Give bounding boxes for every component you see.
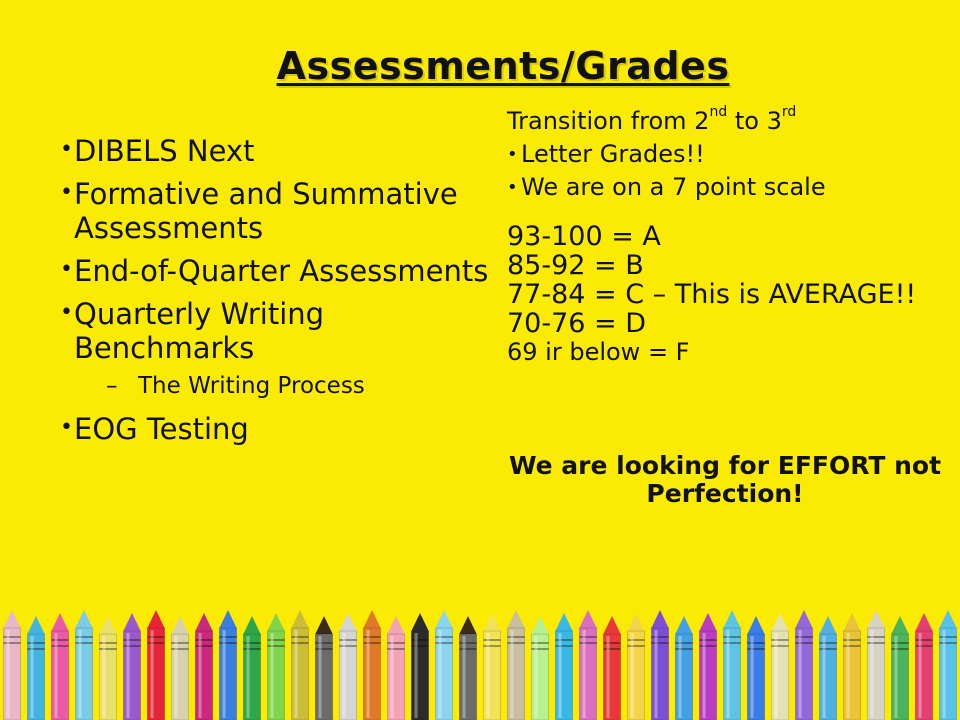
crayon-icon xyxy=(531,616,548,720)
crayon-icon xyxy=(843,613,860,720)
crayon-icon xyxy=(867,610,884,720)
bullet-eog-testing: • EOG Testing xyxy=(60,412,500,446)
transition-sup-nd: nd xyxy=(709,104,728,120)
crayon-icon xyxy=(723,610,740,720)
scale-row-a: 93-100 = A xyxy=(507,221,661,252)
crayon-icon xyxy=(939,610,956,720)
crayon-icon xyxy=(363,610,380,720)
crayon-icon xyxy=(579,610,596,720)
crayon-icon xyxy=(555,613,572,720)
scale-row-d: 70-76 = D xyxy=(507,308,647,339)
bullet-point-scale: • We are on a 7 point scale xyxy=(507,171,947,204)
bullet-dibels: • DIBELS Next xyxy=(60,134,500,168)
crayon-icon xyxy=(675,616,692,720)
bullet-quarterly-writing: • Quarterly Writing Benchmarks xyxy=(60,297,500,365)
crayon-icon xyxy=(771,613,788,720)
crayon-icon xyxy=(915,613,932,720)
crayon-icon xyxy=(267,613,284,720)
crayon-icon xyxy=(99,616,116,720)
sub-bullet-dash: – xyxy=(106,373,118,399)
crayon-icon xyxy=(699,613,716,720)
page-title: Assessments/Grades xyxy=(276,44,730,88)
transition-sup-rd: rd xyxy=(781,104,797,120)
crayon-icon xyxy=(27,616,44,720)
crayon-icon xyxy=(651,610,668,720)
crayon-icon xyxy=(627,613,644,720)
crayon-icon xyxy=(603,616,620,720)
crayon-icon xyxy=(243,616,260,720)
paintbrush-icon xyxy=(459,616,476,720)
crayon-icon xyxy=(435,610,452,720)
crayon-icon xyxy=(339,613,356,720)
sub-bullet-label: The Writing Process xyxy=(138,373,365,399)
crayon-icon xyxy=(147,610,164,720)
transition-prefix: Transition from 2 xyxy=(507,107,710,135)
paintbrush-icon xyxy=(315,616,332,720)
crayon-border xyxy=(0,610,960,720)
crayon-icon xyxy=(411,613,428,720)
transition-mid: to 3 xyxy=(727,107,782,135)
crayon-icon xyxy=(195,613,212,720)
crayon-icon xyxy=(3,610,20,720)
crayon-icon xyxy=(51,613,68,720)
scale-row-f: 69 ir below = F xyxy=(507,338,690,366)
crayon-icon xyxy=(891,616,908,720)
bullet-end-of-quarter: • End-of-Quarter Assessments xyxy=(60,254,500,288)
scale-row-b: 85-92 = B xyxy=(507,250,644,281)
crayon-icon xyxy=(747,616,764,720)
bullet-formative-summative: • Formative and Summative Assessments xyxy=(60,177,500,245)
crayon-icon xyxy=(123,613,140,720)
sub-bullet-writing-process xyxy=(60,370,500,402)
bullet-letter-grades: • Letter Grades!! xyxy=(507,138,947,171)
grade-scale xyxy=(507,222,947,367)
crayon-icon xyxy=(819,616,836,720)
crayon-icon xyxy=(507,610,524,720)
crayon-icon xyxy=(75,610,92,720)
scale-row-c: 77-84 = C – This is AVERAGE!! xyxy=(507,279,917,310)
crayon-icon xyxy=(291,610,308,720)
grading-panel xyxy=(507,100,947,367)
crayon-icon xyxy=(795,610,812,720)
left-bullet-list xyxy=(60,134,500,455)
transition-line xyxy=(507,100,947,138)
crayon-icon xyxy=(387,616,404,720)
crayon-icon xyxy=(171,616,188,720)
crayon-icon xyxy=(219,610,236,720)
crayon-icon xyxy=(483,613,500,720)
effort-note: We are looking for EFFORT not Perfection! xyxy=(508,451,942,508)
